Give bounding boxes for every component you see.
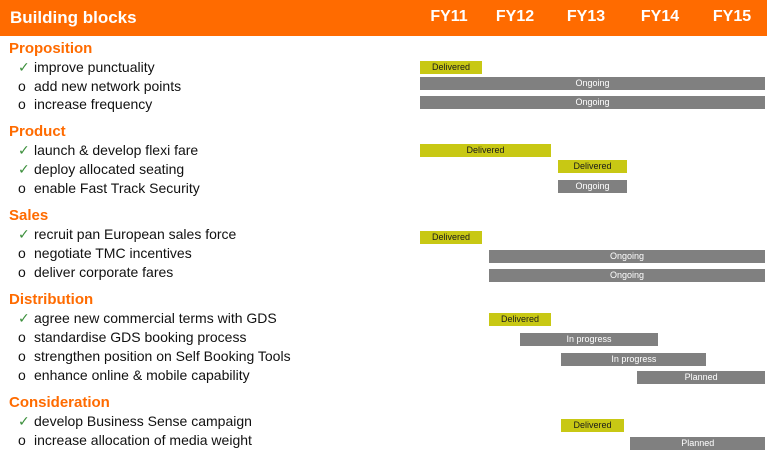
- timeline-bar: Planned: [630, 437, 765, 450]
- timeline-bar: Ongoing: [558, 180, 627, 193]
- timeline-bar: In progress: [561, 353, 706, 366]
- timeline-bar: Ongoing: [420, 96, 765, 109]
- checkmark-icon: ✓: [18, 161, 30, 177]
- timeline-bar: Ongoing: [489, 269, 765, 282]
- row-label-text: develop Business Sense campaign: [34, 413, 252, 429]
- row-label: [18, 161, 184, 178]
- timeline-bar: Delivered: [561, 419, 623, 432]
- year-fy15: FY15: [712, 8, 752, 25]
- year-fy14: FY14: [640, 8, 680, 25]
- checkmark-icon: ✓: [18, 310, 30, 326]
- timeline-bar: Delivered: [489, 313, 551, 326]
- row-label-text: agree new commercial terms with GDS: [34, 310, 277, 326]
- row-label-text: strengthen position on Self Booking Tools: [34, 348, 291, 364]
- row-label-text: enhance online & mobile capability: [34, 367, 250, 383]
- row-label: [18, 78, 181, 94]
- header-bar: [0, 0, 767, 36]
- open-circle-icon: o: [18, 245, 26, 261]
- row-label: [18, 142, 198, 159]
- row-label-text: add new network points: [34, 78, 182, 94]
- open-circle-icon: o: [18, 348, 26, 364]
- row-label-text: standardise GDS booking process: [34, 329, 247, 345]
- section-proposition: Proposition: [9, 40, 93, 57]
- row-label: [18, 329, 246, 345]
- row-label: [18, 59, 155, 76]
- row-label: [18, 432, 252, 448]
- row-label-text: launch & develop flexi fare: [34, 142, 199, 158]
- timeline-bar: Delivered: [420, 61, 482, 74]
- row-label-text: improve punctuality: [34, 59, 155, 75]
- row-label: [18, 264, 173, 280]
- row-label-text: recruit pan European sales force: [34, 226, 237, 242]
- timeline-bar: Delivered: [420, 231, 482, 244]
- year-fy12: FY12: [495, 8, 535, 25]
- row-label: [18, 310, 277, 327]
- row-label-text: enable Fast Track Security: [34, 180, 200, 196]
- row-label: [18, 245, 192, 261]
- checkmark-icon: ✓: [18, 413, 30, 429]
- open-circle-icon: o: [18, 78, 26, 94]
- section-distribution: Distribution: [9, 291, 94, 308]
- row-label-text: deliver corporate fares: [34, 264, 174, 280]
- timeline-bar: In progress: [520, 333, 658, 346]
- open-circle-icon: o: [18, 96, 26, 112]
- year-fy11: FY11: [430, 8, 468, 25]
- year-fy13: FY13: [566, 8, 606, 25]
- row-label-text: negotiate TMC incentives: [34, 245, 192, 261]
- checkmark-icon: ✓: [18, 142, 30, 158]
- timeline-bar: Ongoing: [420, 77, 765, 90]
- page-title: Building blocks: [10, 8, 137, 27]
- section-product: Product: [9, 123, 66, 140]
- row-label-text: increase frequency: [34, 96, 153, 112]
- open-circle-icon: o: [18, 180, 26, 196]
- row-label: [18, 413, 252, 430]
- checkmark-icon: ✓: [18, 59, 30, 75]
- timeline-bar: Planned: [637, 371, 765, 384]
- section-sales: Sales: [9, 207, 49, 224]
- timeline-bar: Ongoing: [489, 250, 765, 263]
- row-label-text: deploy allocated seating: [34, 161, 185, 177]
- timeline-bar: Delivered: [558, 160, 627, 173]
- row-label-text: increase allocation of media weight: [34, 432, 252, 448]
- open-circle-icon: o: [18, 432, 26, 448]
- open-circle-icon: o: [18, 264, 26, 280]
- row-label: [18, 96, 152, 112]
- row-label: [18, 348, 291, 364]
- section-consideration: Consideration: [9, 394, 110, 411]
- row-label: [18, 367, 250, 383]
- open-circle-icon: o: [18, 367, 26, 383]
- row-label: [18, 180, 200, 196]
- checkmark-icon: ✓: [18, 226, 30, 242]
- open-circle-icon: o: [18, 329, 26, 345]
- row-label: [18, 226, 236, 243]
- timeline-bar: Delivered: [420, 144, 551, 157]
